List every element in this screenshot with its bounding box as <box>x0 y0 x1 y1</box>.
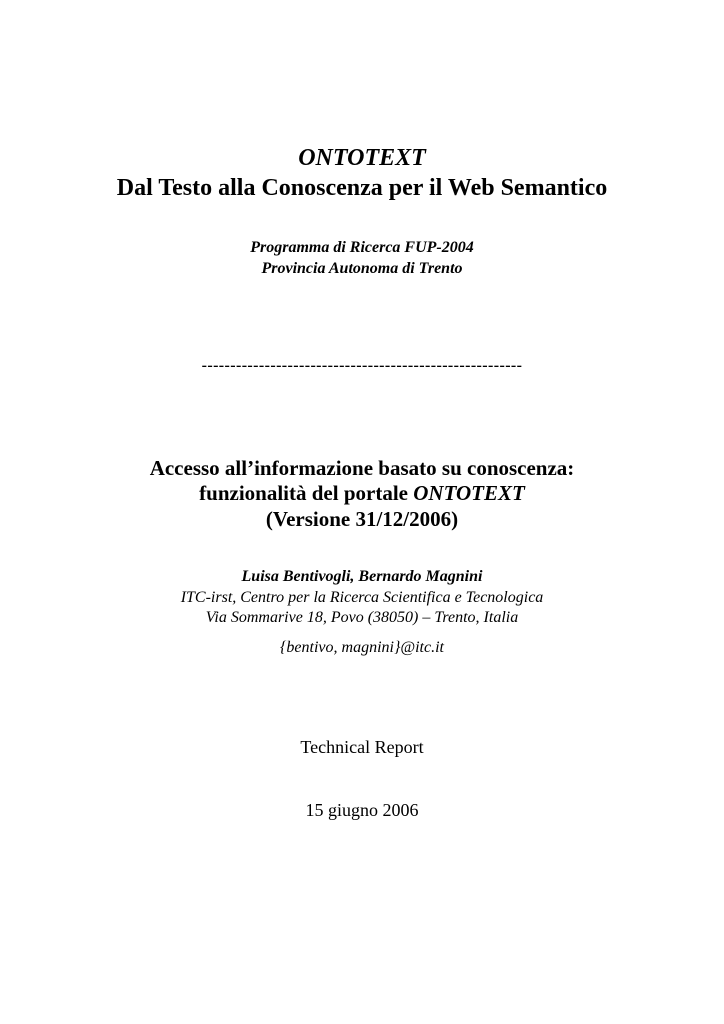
program-name: Programma di Ricerca FUP-2004 <box>250 239 474 256</box>
document-title-line-1: Accesso all’informazione basato su conoscenza: <box>149 456 575 480</box>
author-names: Luisa Bentivogli, Bernardo Magnini <box>241 568 483 585</box>
author-affiliation: ITC-irst, Centro per la Ricerca Scientifica e Tecnologica <box>180 589 544 606</box>
report-type: Technical Report <box>300 737 424 757</box>
document-title-line-2-text: funzionalità del portale <box>199 481 414 505</box>
document-version: (Versione 31/12/2006) <box>265 507 459 531</box>
dashed-divider: -------------------------------------------------------- <box>201 357 523 374</box>
author-address: Via Sommarive 18, Povo (38050) – Trento, Italia <box>205 609 519 626</box>
program-sponsor: Provincia Autonoma di Trento <box>261 260 463 277</box>
document-title-line-2 <box>0 483 724 504</box>
report-date: 15 giugno 2006 <box>305 800 419 820</box>
author-email: {bentivo, magnini}@itc.it <box>280 639 444 656</box>
project-subtitle: Dal Testo alla Conoscenza per il Web Semantico <box>116 175 608 201</box>
document-title-emphasis: ONTOTEXT <box>413 481 525 505</box>
project-title: ONTOTEXT <box>298 145 426 171</box>
